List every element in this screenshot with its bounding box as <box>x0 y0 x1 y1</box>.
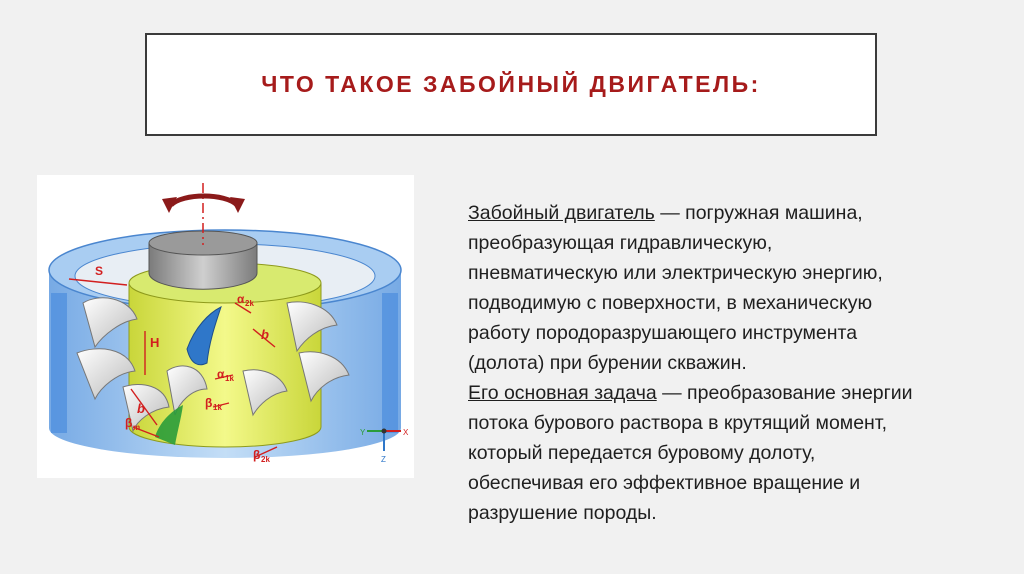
axis-y-label: Y <box>360 428 366 437</box>
label-beta-2k-symbol: β <box>253 448 261 462</box>
paragraph-line: пневматическую или электрическую энергию, <box>468 262 883 284</box>
term-zaboyny-dvigatel: Забойный двигатель <box>468 202 655 224</box>
label-alpha-1k-sub: 1k <box>225 374 234 383</box>
paragraph-line: разрушение породы. <box>468 502 657 524</box>
label-beta-2k-sub: 2k <box>261 455 270 464</box>
axis-z-label: Z <box>381 455 386 464</box>
paragraph-line: — преобразование энергии <box>656 382 913 404</box>
label-alpha-1k-symbol: α <box>217 367 225 381</box>
label-s: S <box>95 264 104 278</box>
title-box <box>145 33 877 136</box>
definition-paragraph <box>468 198 1008 378</box>
label-beta-m-symbol: β <box>125 416 133 430</box>
turbine-shaft <box>149 231 257 289</box>
turbine-hub <box>129 263 321 447</box>
task-paragraph <box>468 378 1008 528</box>
label-alpha-2k-symbol: α <box>237 292 245 306</box>
paragraph-line: — погружная машина, <box>654 202 863 224</box>
label-h: H <box>150 335 160 350</box>
label-beta-1k-sub: 1k <box>213 403 222 412</box>
label-beta-m-sub: m <box>133 423 141 432</box>
paragraph-line: обеспечивая его эффективное вращение и <box>468 472 861 494</box>
paragraph-line: который передается буровому долоту, <box>468 442 816 464</box>
paragraph-line: потока бурового раствора в крутящий момент, <box>468 412 887 434</box>
paragraph-line: работу породоразрушающего инструмента <box>468 322 858 344</box>
turbine-figure <box>37 175 414 478</box>
label-b-left: b <box>137 401 145 416</box>
label-alpha-2k-sub: 2k <box>245 299 254 308</box>
slide-title: ЧТО ТАКОЕ ЗАБОЙНЫЙ ДВИГАТЕЛЬ: <box>261 71 761 97</box>
turbine-diagram <box>37 175 414 478</box>
paragraph-line: подводимую с поверхности, в механическую <box>468 292 873 314</box>
description-text <box>468 198 1008 528</box>
label-b-right: b <box>261 327 269 342</box>
paragraph-line: преобразующая гидравлическую, <box>468 232 773 254</box>
label-beta-1k-symbol: β <box>205 396 213 410</box>
term-osnovnaya-zadacha: Его основная задача <box>468 382 657 404</box>
axis-x-label: X <box>403 428 409 437</box>
paragraph-line: (долота) при бурении скважин. <box>468 352 747 374</box>
